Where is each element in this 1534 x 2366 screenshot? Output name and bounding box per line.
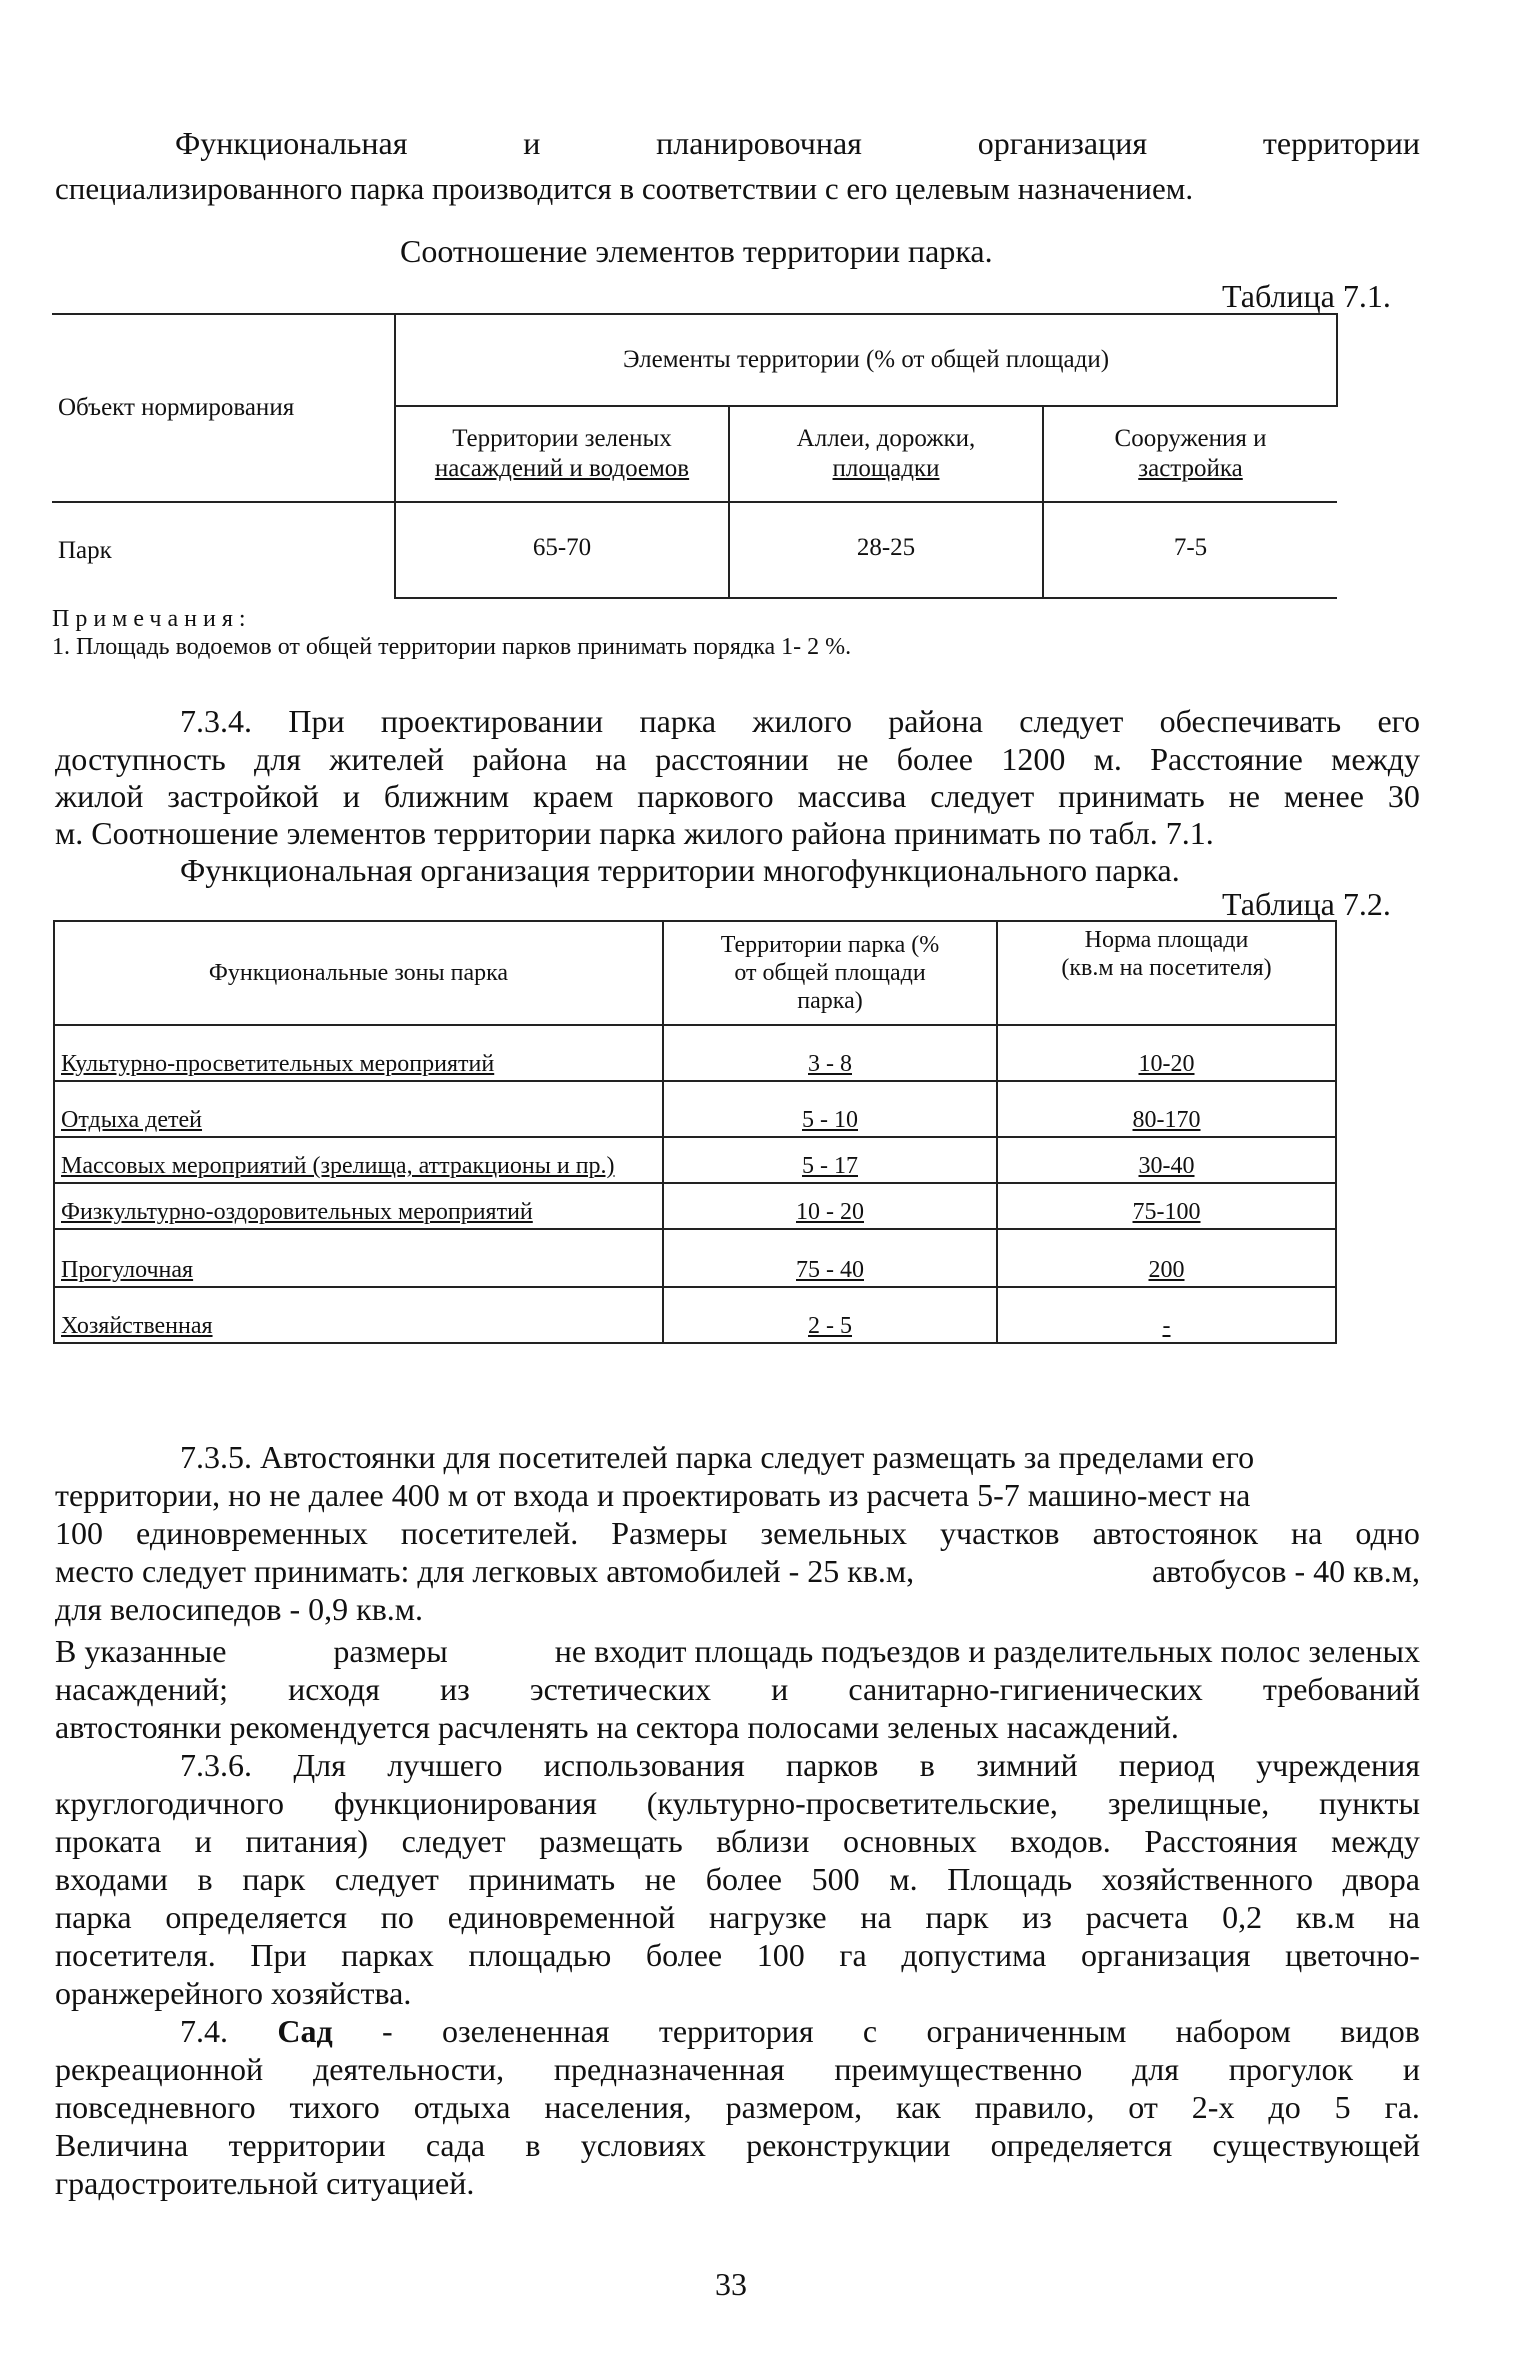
word: следует — [1019, 703, 1124, 739]
word: в — [919, 1747, 935, 1783]
word: 100 — [55, 1515, 103, 1551]
table2-cell-zone — [54, 1229, 663, 1287]
word: 5 — [1334, 2089, 1351, 2125]
table1-col-alleys — [729, 406, 1043, 502]
table2-cell-zone — [54, 1081, 663, 1137]
word: на — [595, 741, 627, 777]
p735-line-7 — [55, 1670, 1420, 1708]
word: ближним — [383, 778, 510, 814]
intro-word: и — [523, 125, 541, 161]
table2-cell-share — [663, 1229, 997, 1287]
word: двора — [1342, 1861, 1420, 1897]
table1-header-group: Элементы территории (% от общей площади) — [395, 314, 1337, 406]
table2-cell-zone — [54, 1183, 663, 1229]
word: м. — [1093, 741, 1122, 777]
table1-col-green-line: Территории зеленых — [452, 425, 672, 452]
word: от — [1128, 2089, 1158, 2125]
p74-line-5: градостроительной ситуацией. — [55, 2165, 475, 2201]
word: участков — [940, 1515, 1060, 1551]
table2-cell-share — [663, 1025, 997, 1081]
word: из — [439, 1671, 470, 1707]
p736-line-5 — [55, 1898, 1420, 1936]
p734-line-1 — [180, 702, 1420, 740]
p74-line-2 — [55, 2050, 1420, 2088]
table2-header-norm-line: Норма площади — [1084, 927, 1249, 953]
word: Площадь — [947, 1861, 1073, 1897]
word: паркового — [637, 778, 774, 814]
word: 500 — [811, 1861, 860, 1897]
table2-cell-norm-text: - — [1162, 1313, 1171, 1339]
table2-header-norm — [997, 921, 1336, 1025]
word: входами — [55, 1861, 168, 1897]
word: на — [860, 1899, 892, 1935]
table2-cell-zone — [54, 1287, 663, 1343]
word: 0,2 — [1222, 1899, 1263, 1935]
word: более — [705, 1861, 782, 1897]
word: автобусов - 40 кв.м, — [1151, 1553, 1420, 1589]
intro-line-1 — [175, 124, 1420, 162]
table1-header-object — [52, 314, 395, 502]
word: района — [888, 703, 983, 739]
table2-cell-zone-text: Отдыха детей — [61, 1107, 203, 1133]
p74-number: 7.4. — [180, 2013, 228, 2049]
word: рекреационной — [55, 2051, 264, 2087]
word: пункты — [1319, 1785, 1420, 1821]
word: жителей — [329, 741, 445, 777]
word: период — [1118, 1747, 1215, 1783]
table2-cell-norm — [997, 1229, 1336, 1287]
word: тихого — [289, 2089, 380, 2125]
table-row — [52, 502, 1337, 598]
p735-line-1: 7.3.5. Автостоянки для посетителей парка следует размещать за пределами его — [180, 1439, 1255, 1475]
table-7-2 — [53, 920, 1337, 1344]
intro-word: территории — [1262, 125, 1420, 161]
table1-notes-title: Примечания: — [52, 606, 252, 632]
table1-cell-buildings: 7-5 — [1043, 502, 1337, 598]
word: и — [1402, 2051, 1420, 2087]
word: зрелищные, — [1107, 1785, 1270, 1821]
p734-line-4: м. Соотношение элементов территории парка жилого района принимать по табл. 7.1. — [55, 815, 1214, 851]
word: и — [194, 1823, 212, 1859]
word: более — [896, 741, 973, 777]
table2-cell-norm — [997, 1287, 1336, 1343]
word: круглогодичного — [55, 1785, 284, 1821]
table2-cell-share-text: 2 - 5 — [808, 1313, 852, 1339]
p736-line-4 — [55, 1860, 1420, 1898]
word: м. — [889, 1861, 918, 1897]
page-number: 33 — [715, 2266, 747, 2302]
word: менее — [1283, 778, 1364, 814]
word: 7.3.4. — [180, 703, 252, 739]
table-row — [54, 1025, 1336, 1081]
word: определяется — [990, 2127, 1173, 2163]
word: жилой — [55, 778, 144, 814]
word: питания) — [245, 1823, 368, 1859]
word: обеспечивать — [1159, 703, 1342, 739]
word: доступность — [55, 741, 226, 777]
table2-header-share-line: Территории парка (% — [720, 932, 940, 958]
word: нагрузке — [708, 1899, 827, 1935]
table1-col-buildings — [1043, 406, 1337, 502]
table2-cell-norm-text: 75-100 — [1132, 1199, 1201, 1225]
intro-word: планировочная — [656, 125, 862, 161]
word: правило, — [974, 2089, 1095, 2125]
intro-word: Функциональная — [175, 125, 408, 161]
word: При — [288, 703, 345, 739]
table2-cell-share-text: 10 - 20 — [796, 1199, 864, 1225]
table2-cell-norm — [997, 1183, 1336, 1229]
p74-line-4 — [55, 2126, 1420, 2164]
word: организация — [1081, 1937, 1251, 1973]
word: на — [1388, 1899, 1420, 1935]
table-row — [54, 1229, 1336, 1287]
word: по — [380, 1899, 414, 1935]
word: проката — [55, 1823, 162, 1859]
word: 2-х — [1191, 2089, 1235, 2125]
table2-cell-share-text: 3 - 8 — [808, 1051, 852, 1077]
word: га — [839, 1937, 867, 1973]
word: площадью — [468, 1937, 612, 1973]
table2-cell-norm — [997, 1025, 1336, 1081]
word: краем — [533, 778, 614, 814]
table2-label: Таблица 7.2. — [1222, 886, 1391, 922]
table1-col-green-line: насаждений и водоемов — [434, 455, 690, 482]
word: размещать — [539, 1823, 683, 1859]
word: хозяйственного — [1101, 1861, 1313, 1897]
table-row — [54, 1183, 1336, 1229]
word: ограниченным — [926, 2013, 1127, 2049]
word: 1200 — [1001, 741, 1066, 777]
p735-line-8: автостоянки рекомендуется расчленять на сектора полосами зеленых насаждений. — [55, 1709, 1179, 1745]
word: парк — [925, 1899, 989, 1935]
table2-cell-zone — [54, 1025, 663, 1081]
word: размером, — [725, 2089, 863, 2125]
table2-cell-norm — [997, 1137, 1336, 1183]
word: посетителей. — [400, 1515, 579, 1551]
word: требований — [1262, 1671, 1420, 1707]
word: санитарно-гигиенических — [848, 1671, 1203, 1707]
word: кв.м — [1295, 1899, 1355, 1935]
word: Размеры — [611, 1515, 728, 1551]
table-row — [54, 1137, 1336, 1183]
word: видов — [1340, 2013, 1420, 2049]
table2-cell-zone — [54, 1137, 663, 1183]
table1-cell-green: 65-70 — [395, 502, 729, 598]
p736-line-7: оранжерейного хозяйства. — [55, 1975, 412, 2011]
p74-term: Сад — [277, 2013, 333, 2049]
word: основных — [842, 1823, 977, 1859]
word: одно — [1355, 1515, 1420, 1551]
word: Величина — [55, 2127, 189, 2163]
table2-cell-share — [663, 1287, 997, 1343]
word: Расстояние — [1150, 741, 1303, 777]
word: функционирования — [333, 1785, 597, 1821]
word: в — [525, 2127, 541, 2163]
word: населения, — [544, 2089, 692, 2125]
table1-header-object-text: Объект нормирования — [58, 394, 295, 421]
word: следует — [334, 1861, 439, 1897]
table2-cell-norm-text: 200 — [1148, 1257, 1185, 1283]
table2-cell-share — [663, 1183, 997, 1229]
word: проектировании — [380, 703, 604, 739]
table1-caption: Соотношение элементов территории парка. — [400, 233, 993, 269]
word: озелененная — [441, 2013, 610, 2049]
word: (культурно-просветительские, — [646, 1785, 1058, 1821]
p736-line-1 — [180, 1746, 1420, 1784]
table1-cell-alleys: 28-25 — [729, 502, 1043, 598]
word: не входит площадь подъездов и разделительных полос зеленых — [554, 1633, 1420, 1669]
p736-line-6 — [55, 1936, 1420, 1974]
table2-cell-norm-text: 30-40 — [1138, 1153, 1195, 1179]
word: автостоянок — [1092, 1515, 1258, 1551]
word: расчета — [1085, 1899, 1189, 1935]
word: единовременных — [136, 1515, 368, 1551]
word: территория — [658, 2013, 814, 2049]
word: использования — [543, 1747, 745, 1783]
table2-cell-zone-text: Физкультурно-оздоровительных мероприятий — [61, 1199, 533, 1225]
word: допустима — [901, 1937, 1047, 1973]
word: Для — [293, 1747, 346, 1783]
table2-header-zone: Функциональные зоны парка — [54, 921, 663, 1025]
intro-line-2: специализированного парка производится в соответствии с его целевым назначением. — [55, 171, 1194, 206]
word: расстоянии — [655, 741, 809, 777]
word: прогулок — [1228, 2051, 1354, 2087]
p735-line-3 — [55, 1514, 1420, 1552]
table2-cell-zone-text: Массовых мероприятий (зрелища, аттракционы и пр.) — [61, 1153, 615, 1179]
table2-cell-norm-text: 10-20 — [1138, 1051, 1195, 1077]
word: принимать — [468, 1861, 616, 1897]
word: вблизи — [716, 1823, 810, 1859]
word: застройкой — [167, 778, 319, 814]
p735-line-4 — [55, 1552, 1420, 1590]
table2-header-share-line: парка) — [797, 988, 863, 1014]
p74-line-1 — [180, 2012, 1420, 2050]
word: района — [472, 741, 568, 777]
word: парках — [341, 1937, 434, 1973]
word: преимущественно — [834, 2051, 1083, 2087]
word: исходя — [288, 1671, 380, 1707]
table2-cell-share-text: 5 - 10 — [802, 1107, 858, 1133]
table2-header-norm-line: (кв.м на посетителя) — [1061, 955, 1272, 981]
word: жилого — [752, 703, 852, 739]
p734-line-3 — [55, 777, 1420, 815]
word: следует — [930, 778, 1035, 814]
word: из — [1022, 1899, 1052, 1935]
word: набором — [1175, 2013, 1291, 2049]
table-row — [54, 1081, 1336, 1137]
table1-label: Таблица 7.1. — [1222, 278, 1391, 314]
word: отдыха — [413, 2089, 511, 2125]
word: условиях — [580, 2127, 706, 2163]
word: не — [1228, 778, 1260, 814]
word: деятельности, — [312, 2051, 505, 2087]
word: В указанные — [55, 1633, 227, 1669]
p736-line-3 — [55, 1822, 1420, 1860]
table1-col-green — [395, 406, 729, 502]
word: При — [250, 1937, 307, 1973]
table2-cell-norm — [997, 1081, 1336, 1137]
word: его — [1377, 703, 1420, 739]
table1-col-alleys-line: Аллеи, дорожки, — [796, 425, 976, 452]
word: парков — [786, 1747, 879, 1783]
intro-word: организация — [977, 125, 1148, 161]
word: повседневного — [55, 2089, 256, 2125]
table2-cell-share-text: 5 - 17 — [802, 1153, 858, 1179]
table1-col-buildings-line: Сооружения и — [1114, 425, 1267, 452]
word: насаждений; — [55, 1671, 228, 1707]
word: определяется — [165, 1899, 347, 1935]
word: между — [1331, 1823, 1420, 1859]
word: не — [837, 741, 869, 777]
word: 30 — [1387, 778, 1420, 814]
table2-header-share-line: от общей площади — [734, 960, 926, 986]
word: лучшего — [387, 1747, 503, 1783]
table2-cell-share — [663, 1137, 997, 1183]
word: земельных — [760, 1515, 907, 1551]
word: парк — [242, 1861, 306, 1897]
word: и — [342, 778, 360, 814]
word: не — [644, 1861, 677, 1897]
table2-cell-norm-text: 80-170 — [1132, 1107, 1201, 1133]
word: на — [1291, 1515, 1323, 1551]
word: га. — [1384, 2089, 1420, 2125]
p735-line-5: для велосипедов - 0,9 кв.м. — [55, 1591, 424, 1627]
table2-cell-zone-text: Хозяйственная — [61, 1313, 213, 1339]
word: парка — [639, 703, 717, 739]
table1-note-1: 1. Площадь водоемов от общей территории парков принимать порядка 1- 2 %. — [52, 634, 852, 660]
table2-header-share — [663, 921, 997, 1025]
p735-line-2: территории, но не далее 400 м от входа и проектировать из расчета 5-7 машино-мест на — [55, 1477, 1251, 1513]
word: как — [896, 2089, 941, 2125]
table-row — [54, 1287, 1336, 1343]
word: и — [771, 1671, 789, 1707]
table-7-1 — [52, 313, 1338, 599]
word: с — [862, 2013, 878, 2049]
word: 7.3.6. — [180, 1747, 252, 1783]
word: в — [197, 1861, 213, 1897]
p736-line-2 — [55, 1784, 1420, 1822]
word: - — [381, 2013, 393, 2049]
word: единовременной — [447, 1899, 676, 1935]
word: Расстояния — [1144, 1823, 1298, 1859]
word: парка — [55, 1899, 132, 1935]
word: место следует принимать: для легковых автомобилей - 25 кв.м, — [55, 1553, 915, 1589]
p734-line-2 — [55, 740, 1420, 778]
word: эстетических — [529, 1671, 712, 1707]
word: учреждения — [1256, 1747, 1420, 1783]
table2-cell-zone-text: Культурно-просветительных мероприятий — [61, 1051, 495, 1077]
word: размеры — [333, 1633, 448, 1669]
word: входов. — [1010, 1823, 1111, 1859]
table2-cell-zone-text: Прогулочная — [61, 1257, 194, 1283]
word: посетителя. — [55, 1937, 216, 1973]
table1-col-buildings-line: застройка — [1138, 455, 1243, 482]
p735-line-6 — [55, 1632, 1420, 1670]
table2-cell-share-text: 75 - 40 — [796, 1257, 864, 1283]
table2-caption: Функциональная организация территории многофункционального парка. — [180, 852, 1180, 888]
word: территории — [228, 2127, 386, 2163]
word: для — [254, 741, 301, 777]
word: для — [1132, 2051, 1179, 2087]
table1-col-alleys-line: площадки — [832, 455, 940, 482]
word: реконструкции — [746, 2127, 951, 2163]
table2-cell-share — [663, 1081, 997, 1137]
word: до — [1268, 2089, 1301, 2125]
word: между — [1331, 741, 1420, 777]
word: принимать — [1058, 778, 1205, 814]
word: сада — [425, 2127, 486, 2163]
word: массива — [797, 778, 907, 814]
table1-cell-object: Парк — [52, 502, 395, 598]
p74-line-3 — [55, 2088, 1420, 2126]
word: предназначенная — [553, 2051, 785, 2087]
word: следует — [401, 1823, 506, 1859]
word: зимний — [976, 1747, 1078, 1783]
word: цветочно- — [1285, 1937, 1420, 1973]
word: более — [645, 1937, 723, 1973]
word: существующей — [1212, 2127, 1420, 2163]
word: 100 — [756, 1937, 805, 1973]
